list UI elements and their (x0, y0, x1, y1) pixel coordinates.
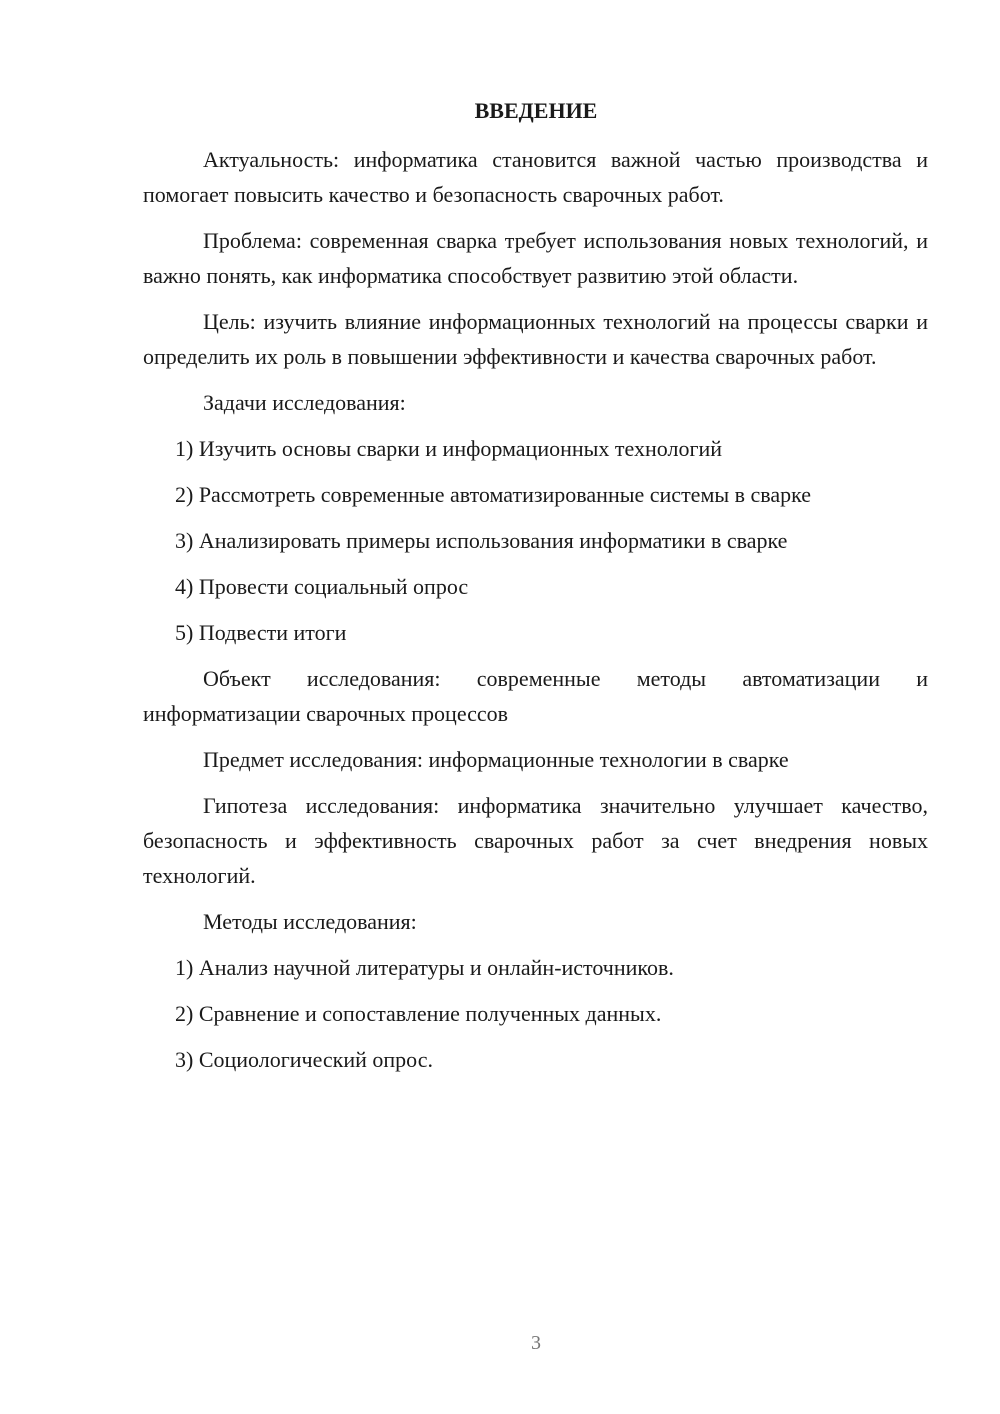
list-item: 4) Провести социальный опрос (175, 574, 469, 599)
problem-paragraph: Проблема: современная сварка требует использования новых технологий, и важно понять, как информатика способствует развитию этой области. (143, 228, 928, 288)
page-body (143, 142, 928, 1088)
list-item: 1) Изучить основы сварки и информационных технологий (175, 436, 723, 461)
tasks-list (143, 431, 928, 650)
list-item: 5) Подвести итоги (175, 620, 347, 645)
list-item: 3) Социологический опрос. (175, 1047, 433, 1072)
tasks-heading: Задачи исследования: (203, 390, 406, 415)
methods-heading: Методы исследования: (203, 909, 417, 934)
relevance-paragraph: Актуальность: информатика становится важной частью производства и помогает повысить качество и безопасность сварочных работ. (143, 147, 928, 207)
methods-list (143, 950, 928, 1077)
subject-paragraph: Предмет исследования: информационные технологии в сварке (203, 747, 789, 772)
goal-paragraph: Цель: изучить влияние информационных технологий на процессы сварки и определить их роль в повышении эффективности и качества сварочных работ. (143, 309, 928, 369)
object-paragraph: Объект исследования: современные методы автоматизации и информатизации сварочных процессов (143, 666, 928, 726)
list-item: 3) Анализировать примеры использования информатики в сварке (175, 528, 788, 553)
list-item: 1) Анализ научной литературы и онлайн-источников. (175, 955, 674, 980)
list-item: 2) Рассмотреть современные автоматизированные системы в сварке (175, 482, 812, 507)
page-number: 3 (531, 1332, 541, 1354)
hypothesis-paragraph: Гипотеза исследования: информатика значительно улучшает качество, безопасность и эффективность сварочных работ за счет внедрения новых технологий. (143, 793, 928, 888)
page-title: ВВЕДЕНИЕ (474, 98, 598, 123)
list-item: 2) Сравнение и сопоставление полученных данных. (175, 1001, 662, 1026)
